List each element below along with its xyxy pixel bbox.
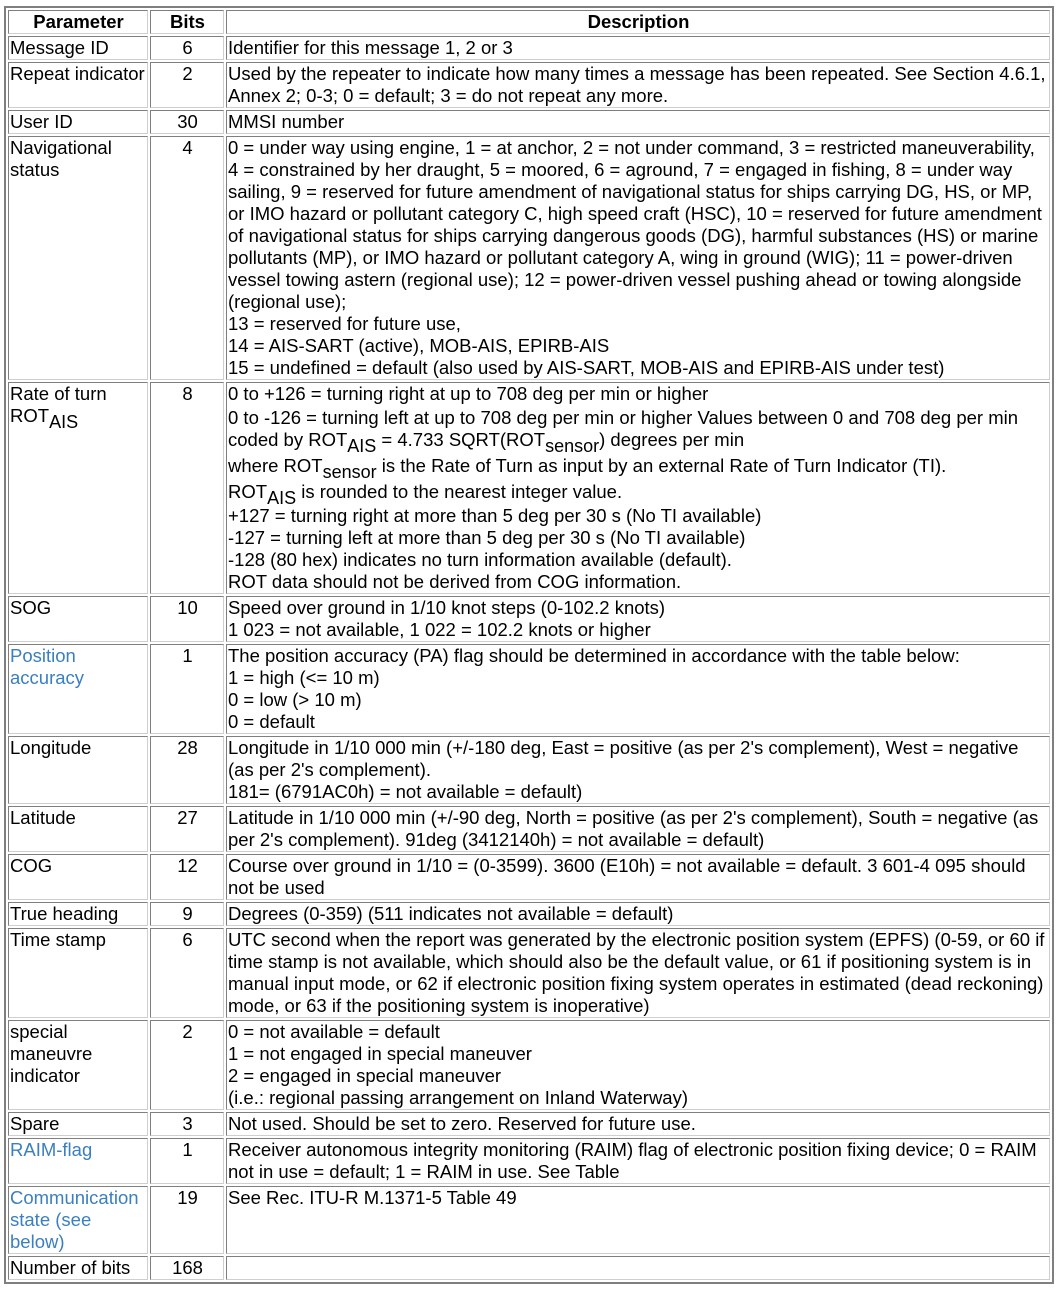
description-cell <box>226 928 1050 1018</box>
param-cell: SOG <box>8 596 148 642</box>
header-description: Description <box>226 10 1050 34</box>
table-row <box>8 1138 1050 1184</box>
table-row-total <box>8 1256 1050 1280</box>
bits-cell: 6 <box>150 928 224 1018</box>
table-row <box>8 1112 1050 1136</box>
description-line <box>228 479 1049 508</box>
param-cell: Spare <box>8 1112 148 1136</box>
header-parameter: Parameter <box>8 10 148 34</box>
bits-cell: 2 <box>150 1020 224 1110</box>
text-sub: sensor <box>322 462 377 482</box>
param-cell: Latitude <box>8 806 148 852</box>
description-line: +127 = turning right at more than 5 deg per 30 s (No TI available) <box>228 505 762 526</box>
description-line <box>228 405 1049 456</box>
position-accuracy-link[interactable]: Position accuracy <box>10 645 85 688</box>
description-line: Longitude in 1/10 000 min (+/-180 deg, East = positive (as per 2's complement), West = negative (as per 2's complement). <box>228 737 1019 780</box>
table-row <box>8 854 1050 900</box>
header-bits: Bits <box>150 10 224 34</box>
param-sub: AIS <box>49 412 79 432</box>
description-cell <box>226 902 1050 926</box>
text-sub: AIS <box>267 488 297 508</box>
description-line: -127 = turning left at more than 5 deg per 30 s (No TI available) <box>228 527 746 548</box>
description-cell <box>226 596 1050 642</box>
text-fragment: 0 to -126 = turning left at up to 708 deg per min or higher Values between 0 and 708 deg per min coded by ROT <box>228 407 1019 450</box>
table-row <box>8 736 1050 804</box>
description-line: 2 = engaged in special maneuver <box>228 1065 502 1086</box>
description-line: 0 = not available = default <box>228 1021 440 1042</box>
bits-cell: 4 <box>150 136 224 380</box>
description-cell <box>226 736 1050 804</box>
table-row <box>8 596 1050 642</box>
description-line: UTC second when the report was generated by the electronic position system (EPFS) (0-59, or 60 if time stamp is not available, which should also be the default value, or 61 if positioning system is in manual input mode, or 62 if electronic position fixing system operates in estimated (dead reckoning) mode, or 63 if the positioning system is inoperative) <box>228 929 1045 1016</box>
description-line: 13 = reserved for future use, <box>228 313 461 334</box>
param-rot: ROT <box>10 405 50 426</box>
text-fragment: where ROT <box>228 455 323 476</box>
description-line: 181= (6791AC0h) = not available = default) <box>228 781 583 802</box>
description-line: 14 = AIS-SART (active), MOB-AIS, EPIRB-AIS <box>228 335 610 356</box>
description-line: See Rec. ITU-R M.1371-5 Table 49 <box>228 1187 517 1208</box>
description-line: Latitude in 1/10 000 min (+/-90 deg, North = positive (as per 2's complement), South = negative (as per 2's complement). 91deg (3412140h) = not available = default) <box>228 807 1039 850</box>
description-cell <box>226 382 1050 594</box>
bits-cell: 8 <box>150 382 224 594</box>
description-line: Speed over ground in 1/10 knot steps (0-102.2 knots) <box>228 597 666 618</box>
description-line: 0 = default <box>228 711 315 732</box>
description-line: The position accuracy (PA) flag should be determined in accordance with the table below: <box>228 645 960 666</box>
param-cell: Repeat indicator <box>8 62 148 108</box>
bits-cell: 12 <box>150 854 224 900</box>
param-cell <box>8 1138 148 1184</box>
table-row <box>8 1186 1050 1254</box>
text-sub: sensor <box>545 436 600 456</box>
description-cell <box>226 36 1050 60</box>
communication-state-link[interactable]: Communication state (see below) <box>10 1187 139 1252</box>
table-row <box>8 110 1050 134</box>
description-line: 1 = high (<= 10 m) <box>228 667 380 688</box>
bits-cell: 10 <box>150 596 224 642</box>
param-cell <box>8 644 148 734</box>
description-cell <box>226 854 1050 900</box>
description-cell <box>226 62 1050 108</box>
text-fragment: ) degrees per min <box>599 429 745 450</box>
description-cell <box>226 110 1050 134</box>
description-line: Course over ground in 1/10 = (0-3599). 3600 (E10h) = not available = default. 3 601-4 095 should not be used <box>228 855 1026 898</box>
table-row <box>8 1020 1050 1110</box>
table-row <box>8 62 1050 108</box>
description-cell <box>226 1020 1050 1110</box>
description-cell <box>226 644 1050 734</box>
text-fragment: = 4.733 SQRT(ROT <box>376 429 546 450</box>
description-line: 0 = low (> 10 m) <box>228 689 362 710</box>
param-cell: Number of bits <box>8 1256 148 1280</box>
param-cell: Longitude <box>8 736 148 804</box>
description-cell <box>226 1256 1050 1280</box>
description-line: 0 to +126 = turning right at up to 708 deg per min or higher <box>228 383 709 404</box>
description-cell <box>226 1112 1050 1136</box>
text-fragment: ROT <box>228 481 268 502</box>
table-row <box>8 644 1050 734</box>
bits-cell: 1 <box>150 644 224 734</box>
description-line: ROT data should not be derived from COG information. <box>228 571 682 592</box>
description-line: -128 (80 hex) indicates no turn information available (default). <box>228 549 732 570</box>
description-line: Receiver autonomous integrity monitoring (RAIM) flag of electronic position fixing device; 0 = RAIM not in use = default; 1 = RAIM in use. See Table <box>228 1139 1037 1182</box>
raim-flag-link[interactable]: RAIM-flag <box>10 1139 93 1160</box>
text-fragment: is the Rate of Turn as input by an external Rate of Turn Indicator (TI). <box>376 455 947 476</box>
description-cell <box>226 136 1050 380</box>
param-cell: Navigational status <box>8 136 148 380</box>
table-row <box>8 36 1050 60</box>
text-sub: AIS <box>347 436 377 456</box>
description-cell <box>226 1186 1050 1254</box>
param-cell: Time stamp <box>8 928 148 1018</box>
description-line: Degrees (0-359) (511 indicates not available = default) <box>228 903 674 924</box>
header-row <box>8 10 1050 34</box>
bits-cell: 1 <box>150 1138 224 1184</box>
description-line: Used by the repeater to indicate how many times a message has been repeated. See Section 4.6.1, Annex 2; 0-3; 0 = default; 3 = do not repeat any more. <box>228 63 1046 106</box>
param-cell: Message ID <box>8 36 148 60</box>
param-cell: User ID <box>8 110 148 134</box>
table-row <box>8 928 1050 1018</box>
bits-cell: 6 <box>150 36 224 60</box>
description-line <box>228 453 1049 482</box>
param-label: Rate of turn <box>10 383 107 404</box>
description-line: 0 = under way using engine, 1 = at anchor, 2 = not under command, 3 = restricted maneuverability, 4 = constrained by her draught, 5 = moored, 6 = aground, 7 = engaged in fishing, 8 = under way sailing, 9 = reserved for future amendment of navigational status for ships carrying DG, HS, or MP, or IMO hazard or pollutant category C, high speed craft (HSC), 10 = reserved for future amendment of navigational status for ships carrying dangerous goods (DG), harmful substances (HS) or marine pollutants (MP), or IMO hazard or pollutant category A, wing in ground (WIG); 11 = power-driven vessel towing astern (regional use); 12 = power-driven vessel pushing ahead or towing alongside (regional use); <box>228 137 1042 312</box>
ais-message-table <box>4 6 1054 1284</box>
bits-cell: 30 <box>150 110 224 134</box>
bits-cell: 168 <box>150 1256 224 1280</box>
table-row <box>8 806 1050 852</box>
description-line: 15 = undefined = default (also used by AIS-SART, MOB-AIS and EPIRB-AIS under test) <box>228 357 945 378</box>
param-cell: special maneuvre indicator <box>8 1020 148 1110</box>
description-line: 1 023 = not available, 1 022 = 102.2 knots or higher <box>228 619 651 640</box>
table-row <box>8 902 1050 926</box>
param-cell: True heading <box>8 902 148 926</box>
bits-cell: 28 <box>150 736 224 804</box>
bits-cell: 19 <box>150 1186 224 1254</box>
table-row-rate-of-turn <box>8 382 1050 594</box>
text-fragment: is rounded to the nearest integer value. <box>296 481 623 502</box>
bits-cell: 9 <box>150 902 224 926</box>
param-cell <box>8 1186 148 1254</box>
description-line: 1 = not engaged in special maneuver <box>228 1043 532 1064</box>
description-line: MMSI number <box>228 111 345 132</box>
description-cell <box>226 1138 1050 1184</box>
bits-cell: 2 <box>150 62 224 108</box>
param-cell <box>8 382 148 594</box>
bits-cell: 3 <box>150 1112 224 1136</box>
table-row <box>8 136 1050 380</box>
description-line: Identifier for this message 1, 2 or 3 <box>228 37 513 58</box>
bits-cell: 27 <box>150 806 224 852</box>
description-line: (i.e.: regional passing arrangement on Inland Waterway) <box>228 1087 688 1108</box>
description-cell <box>226 806 1050 852</box>
description-line: Not used. Should be set to zero. Reserved for future use. <box>228 1113 696 1134</box>
param-cell: COG <box>8 854 148 900</box>
